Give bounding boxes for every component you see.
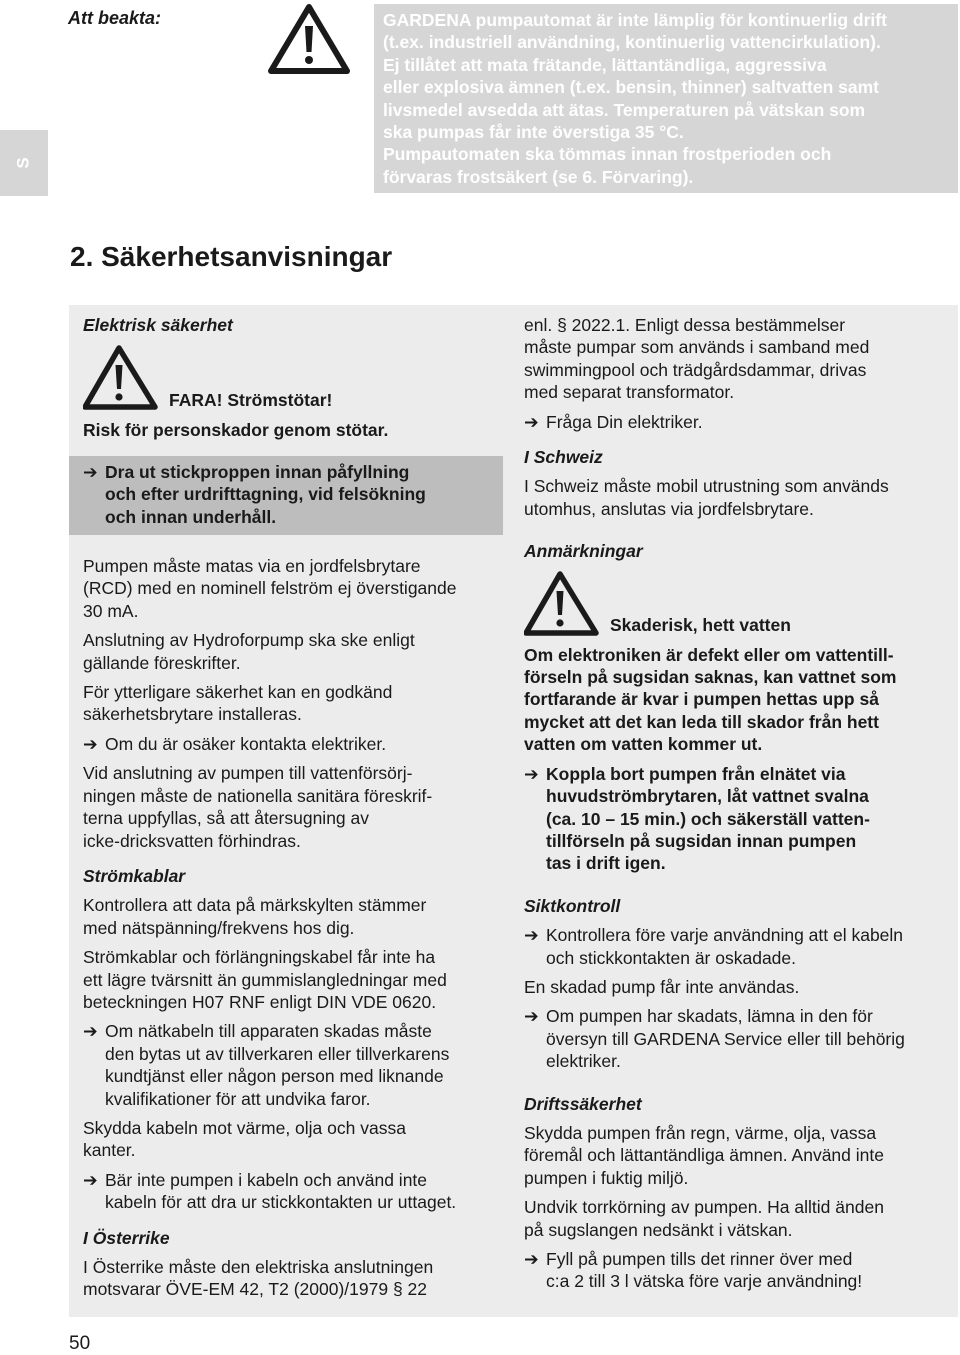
text-line: pumpen i fuktig miljö.: [524, 1167, 689, 1188]
operational-paragraph: [524, 1196, 956, 1241]
text-line: Koppla bort pumpen från elnätet via: [546, 763, 846, 784]
text-line: kanter.: [83, 1140, 136, 1161]
warning-icon: [83, 345, 159, 411]
text-line: Om nätkabeln till apparaten skadas måste: [105, 1021, 432, 1042]
operational-safety-heading: Driftssäkerhet: [524, 1093, 642, 1114]
text-line: översyn till GARDENA Service eller till behörig: [546, 1028, 905, 1049]
text-line: I Österrike måste den elektriska anslutningen: [83, 1257, 434, 1277]
arrow-icon: ➔: [524, 1249, 539, 1269]
water-supply-paragraph: [83, 762, 508, 852]
text-line: huvudströmbrytaren, låt vattnet svalna: [546, 786, 869, 807]
notice-line: förvaras frostsäkert (se 6. Förvaring).: [383, 166, 694, 187]
austria-paragraph: [83, 1256, 508, 1301]
text-line: mycket att det kan leda till skador från hett: [524, 711, 879, 732]
text-line: Strömkablar och förlängningskabel får inte ha: [83, 947, 436, 968]
arrow-item: [524, 924, 956, 969]
language-tab-label: S: [14, 157, 33, 169]
arrow-icon: ➔: [524, 411, 539, 432]
text-line: med separat transformator.: [524, 382, 735, 403]
text-line: Anslutning av Hydroforpump ska ske enligt: [83, 630, 415, 651]
text-line: kabeln för att dra ur stickkontakten ur uttaget.: [105, 1192, 457, 1213]
arrow-item: [83, 461, 493, 528]
text-line: vatten om vatten kommer ut.: [524, 734, 763, 755]
text-line: Om elektroniken är defekt eller om vattentill-: [524, 644, 894, 665]
text-line: Kontrollera före varje användning att el kabeln: [546, 925, 904, 946]
text-line: motsvarar ÖVE-EM 42, T2 (2000)/1979 § 22: [83, 1279, 428, 1300]
unplug-instruction-box: [69, 456, 503, 535]
arrow-icon: ➔: [83, 733, 98, 754]
danger-row: [83, 345, 508, 411]
arrow-item: [83, 733, 508, 755]
text-line: och innan underhåll.: [105, 506, 277, 527]
text-line: tas i drift igen.: [546, 853, 666, 874]
visual-check-heading: Siktkontroll: [524, 895, 621, 916]
cable-paragraph: [83, 946, 508, 1013]
text-line: förseln på sugsidan saknas, kan vattnet som: [524, 667, 897, 688]
electrical-safety-heading: Elektrisk säkerhet: [83, 315, 233, 335]
warning-icon: [524, 571, 600, 637]
arrow-icon: ➔: [524, 763, 539, 784]
text-line: enl. § 2022.1. Enligt dessa bestämmelser: [524, 315, 846, 335]
text-line: 30 mA.: [83, 600, 139, 621]
text-line: Skydda kabeln mot värme, olja och vassa: [83, 1117, 406, 1138]
text-line: säkerhetsbrytare installeras.: [83, 704, 302, 725]
text-line: beteckningen H07 RNF enligt DIN VDE 0620.: [83, 991, 437, 1012]
switzerland-paragraph: [524, 475, 956, 520]
notice-line: eller explosiva ämnen (t.ex. bensin, thinner) saltvatten samt: [383, 77, 879, 98]
text-line: ningen måste de nationella sanitära föreskrif-: [83, 785, 433, 806]
text-line: För ytterligare säkerhet kan en godkänd: [83, 682, 393, 703]
notice-line: GARDENA pumpautomat är inte lämplig för kontinuerlig drift: [383, 10, 887, 30]
notice-box: [374, 4, 958, 193]
text-line: och stickkontakten är oskadade.: [546, 947, 797, 968]
text-line: terna uppfyllas, så att återsugning av: [83, 808, 370, 829]
text-line: (RCD) med en nominell felström ej överstigande: [83, 578, 457, 599]
text-line: Undvik torrkörning av pumpen. Ha alltid änden: [524, 1197, 884, 1218]
arrow-item: [524, 763, 956, 875]
arrow-icon: ➔: [83, 1169, 98, 1190]
notice-label: Att beakta:: [68, 8, 162, 28]
text-line: tillförseln på sugsidan innan pumpen: [546, 830, 857, 851]
text-line: Bär inte pumpen i kabeln och använd inte: [105, 1169, 428, 1190]
text-line: Fråga Din elektriker.: [546, 411, 703, 432]
power-cables-heading: Strömkablar: [83, 865, 186, 886]
arrow-item: [524, 1005, 956, 1072]
text-line: fortfarande är kvar i pumpen hettas upp så: [524, 689, 879, 710]
arrow-icon: ➔: [83, 461, 98, 482]
text-line: Dra ut stickproppen innan påfyllning: [105, 461, 410, 482]
text-line: Om du är osäker kontakta elektriker.: [105, 733, 387, 754]
notice-line: livsmedel avsedda att ätas. Temperaturen på vätskan som: [383, 99, 866, 120]
operational-paragraph: [524, 1122, 956, 1189]
text-line: (ca. 10 – 15 min.) och säkerställ vatten-: [546, 808, 870, 829]
text-line: gällande föreskrifter.: [83, 652, 241, 673]
notice-line: (t.ex. industriell användning, kontinuerlig vattencirkulation).: [383, 32, 881, 53]
text-line: och efter urdrifttagning, vid felsökning: [105, 484, 426, 505]
cable-paragraph: [83, 894, 508, 939]
notes-heading: Anmärkningar: [524, 541, 643, 562]
text-line: på sugslangen nedsänkt i vätskan.: [524, 1219, 793, 1240]
arrow-icon: ➔: [524, 925, 539, 946]
damaged-pump-text: En skadad pump får inte användas.: [524, 976, 800, 997]
language-tab: [0, 130, 48, 196]
arrow-icon: ➔: [524, 1006, 539, 1027]
arrow-item: [524, 411, 956, 433]
text-line: den bytas ut av tillverkaren eller tillverkarens: [105, 1043, 450, 1064]
danger-subtitle: Risk för personskador genom stötar.: [83, 420, 389, 441]
text-line: Om pumpen har skadats, lämna in den för: [546, 1006, 873, 1027]
arrow-item: [83, 1169, 508, 1214]
text-line: Pumpen måste matas via en jordfelsbrytare: [83, 556, 421, 577]
text-line: Kontrollera att data på märkskylten stämmer: [83, 895, 427, 916]
text-line: Vid anslutning av pumpen till vattenförsörj-: [83, 763, 413, 784]
arrow-icon: ➔: [83, 1021, 98, 1042]
hot-water-paragraph: [524, 644, 956, 756]
rcd-paragraph: [83, 555, 508, 622]
regulation-paragraph: [524, 314, 956, 404]
text-line: utomhus, anslutas via jordfelsbrytare.: [524, 498, 814, 519]
text-line: Fyll på pumpen tills det rinner över med: [546, 1249, 853, 1269]
page-number: 50: [69, 1333, 91, 1354]
text-line: ett lägre tvärsnitt än gummislangledningar med: [83, 969, 447, 990]
hydrofor-paragraph: [83, 629, 508, 674]
text-line: kundtjänst eller någon person med liknande: [105, 1066, 444, 1087]
notice-line: Pumpautomaten ska tömmas innan frostperioden och: [383, 144, 832, 165]
text-line: c:a 2 till 3 l vätska före varje användning!: [546, 1271, 863, 1292]
right-column: [524, 314, 956, 1293]
notice-line: ska pumpas får inte överstiga 35 °C.: [383, 122, 684, 143]
text-line: icke-dricksvatten förhindras.: [83, 830, 301, 851]
extra-safety-paragraph: [83, 681, 508, 726]
austria-heading: I Österrike: [83, 1227, 170, 1248]
text-line: måste pumpar som används i samband med: [524, 337, 870, 358]
hot-water-risk-title: Skaderisk, hett vatten: [610, 615, 791, 636]
arrow-item: [524, 1248, 956, 1293]
arrow-item: [83, 1020, 508, 1110]
hot-water-warning-row: [524, 571, 956, 637]
switzerland-heading: I Schweiz: [524, 447, 603, 468]
notice-line: Ej tillåtet att mata frätande, lättantändliga, aggressiva: [383, 54, 827, 75]
text-line: med nätspänning/frekvens hos dig.: [83, 917, 355, 938]
text-line: I Schweiz måste mobil utrustning som används: [524, 476, 889, 497]
left-column: [83, 314, 508, 1301]
section-title: 2. Säkerhetsanvisningar: [70, 241, 393, 272]
text-line: swimmingpool och trädgårdsdammar, drivas: [524, 359, 867, 380]
danger-title: FARA! Strömstötar!: [169, 390, 333, 410]
text-line: elektriker.: [546, 1051, 621, 1072]
protect-cable-paragraph: [83, 1117, 508, 1162]
warning-icon: [268, 4, 350, 74]
text-line: kvalifikationer för att undvika faror.: [105, 1088, 371, 1109]
text-line: Skydda pumpen från regn, värme, olja, vassa: [524, 1122, 877, 1143]
text-line: föremål och lättantändliga ämnen. Använd inte: [524, 1145, 884, 1166]
